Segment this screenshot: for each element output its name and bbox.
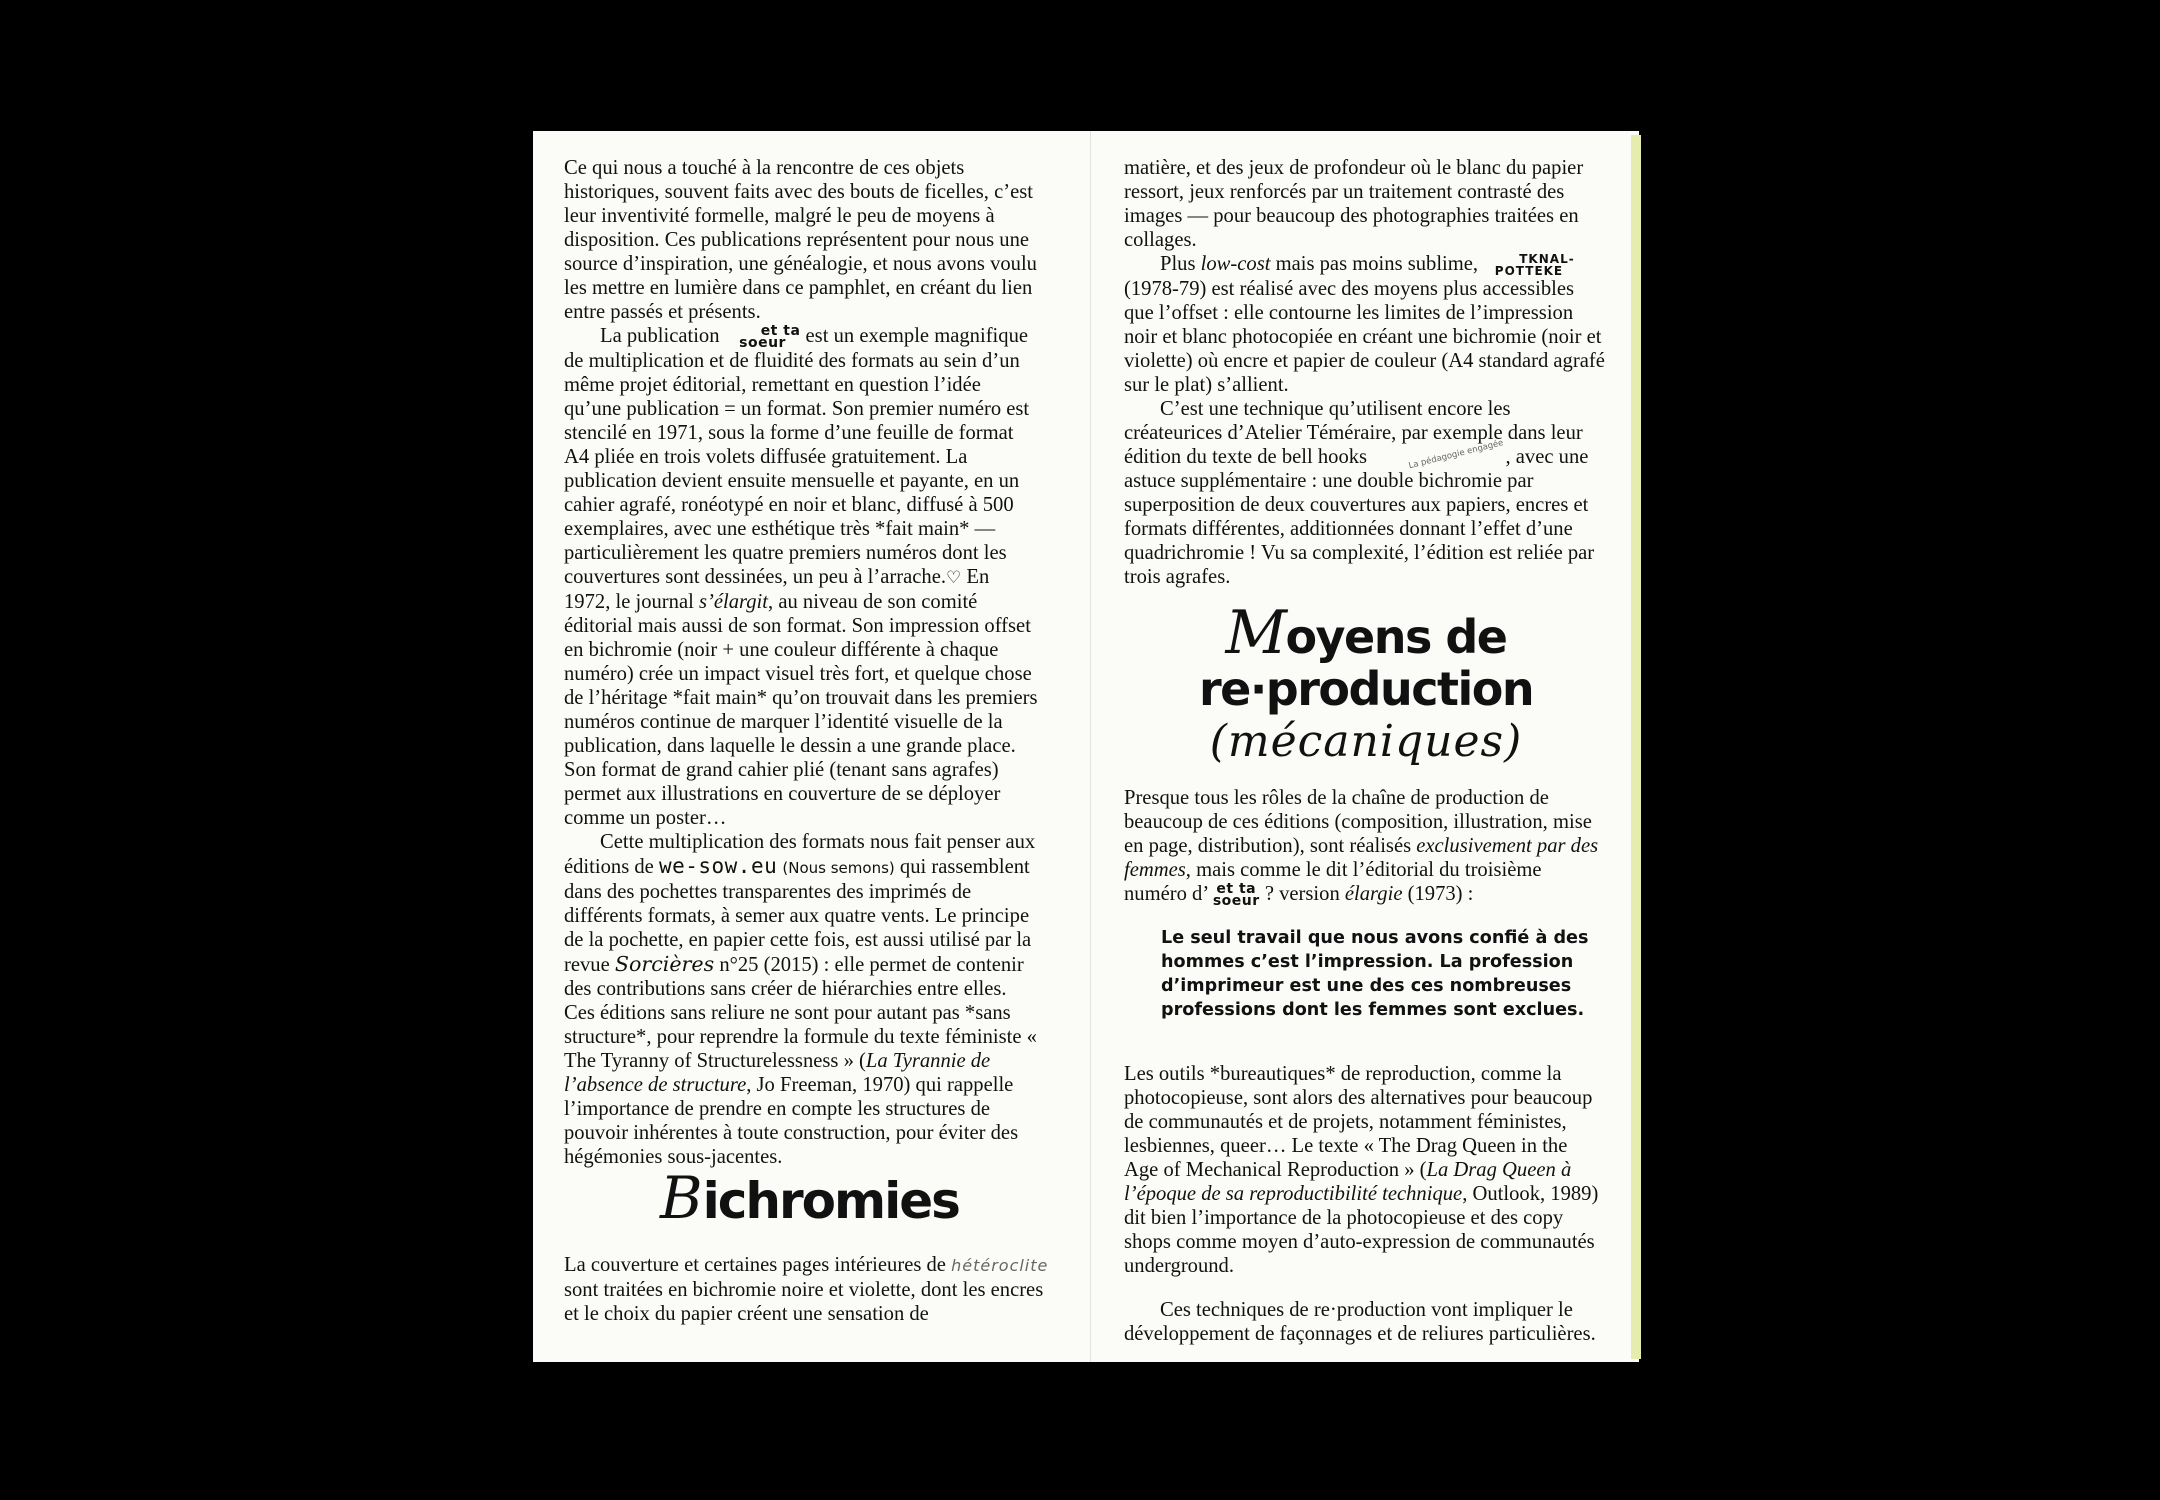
heading-line [1196, 598, 1536, 668]
logo-line: et ta [1216, 881, 1257, 898]
paragraph [1124, 1062, 1605, 1278]
heading-moyens-de-reproduction [1196, 598, 1536, 767]
text: mais pas moins sublime, [1270, 253, 1479, 275]
text: ? version [1264, 883, 1345, 905]
text: qui rassemblent dans des pochettes transparentes des imprimés de différents formats, à semer aux quatre vents. Le principe de la pochette, en papier cette fois, est aussi utilisé par la revue [564, 856, 1032, 977]
logo-line: et ta [760, 323, 801, 340]
emphasis: La Drag Queen à l’époque de sa reproductibilité technique [1124, 1158, 1572, 1205]
emphasis: La Tyrannie de l’absence de structure [564, 1050, 991, 1097]
et-ta-soeur-logo [1212, 881, 1260, 910]
et-ta-soeur-logo [725, 323, 801, 352]
text: La couverture et certaines pages intérieures de [564, 1254, 946, 1276]
text: , mais comme le dit l’éditorial du troisième numéro d’ [1124, 859, 1542, 905]
heteroclite-logo: hétéroclite [951, 1256, 1049, 1275]
text: C’est une technique qu’utilisent encore les créateurices d’Atelier Téméraire, par exemple dans leur édition du texte de bell hooks [1124, 398, 1583, 469]
heading-initial: B [660, 1164, 703, 1232]
paragraph [1124, 252, 1605, 397]
text: , avec une astuce supplémentaire : une double bichromie par superposition de deux couvertures aux papiers, encres et formats différentes, additionnées donnant l’effet d’une quadrichromie ! Vu sa complexité, l’édition est reliée par trois agrafes. [1124, 446, 1595, 589]
left-page-text [564, 156, 1039, 1169]
we-sow-logo: we-sow.eu [658, 854, 778, 879]
heart-icon: ♡ [945, 568, 962, 589]
text: La publication [600, 325, 720, 347]
emphasis: élargie [1344, 883, 1403, 905]
text: (1973) : [1402, 883, 1474, 905]
text: , au niveau de son comité éditorial mais aussi de son format. Son impression offset en bichromie (noir + une couleur différente à chaque numéro) crée un impact visuel très fort, et quelque chose de l’héritage *fait main* qu’on trouvait dans les premiers numéros continue de marquer l’identité visuelle de la publication, dans laquelle le dessin a une grande place. Son format de grand cahier plié (tenant sans agrafes) permet aux illustrations en couverture de se déployer comme un poster… [564, 591, 1038, 830]
emphasis: exclusivement par des femmes [1124, 835, 1599, 881]
emphasis: s’élargit [698, 591, 769, 614]
heading-bichromies [660, 1166, 960, 1230]
paragraph [564, 830, 1039, 1169]
we-sow-note: (Nous semons) [782, 859, 895, 878]
gutter [1090, 131, 1091, 1362]
logo-line: TKNAL- [1519, 252, 1575, 267]
text: , Jo Freeman, 1970) qui rappelle l’importance de prendre en compte les structures de pouvoir inhérentes à toute construction, pour éviter des hégémonies sous-jacentes. [564, 1074, 1019, 1169]
paragraph: matière, et des jeux de profondeur où le blanc du papier ressort, jeux renforcés par un traitement contrasté des images — pour beaucoup des photographies traitées en collages. [1124, 157, 1584, 251]
text: En 1972, le journal [564, 566, 990, 614]
paragraph [564, 324, 1039, 830]
text: , Outlook, 1989) dit bien l’importance de la photocopieuse et des copy shops comme moyen d’auto-expression de communautés underground. [1124, 1182, 1599, 1277]
text: n°25 (2015) : elle permet de contenir des contributions sans créer de hiérarchies entre elles. Ces éditions sans reliure ne sont pour autant pas *sans structure*, pour reprendre la formule du texte féministe « The Tyranny of Structurelessness » ( [564, 954, 1037, 1073]
text: Cette multiplication des formats nous fait penser aux éditions de [564, 831, 1036, 879]
emphasis: low-cost [1200, 253, 1271, 275]
text: est un exemple magnifique de multiplication et de fluidité des formats au sein d’un même projet éditorial, remettant en question l’idée qu’une publication = un format. Son premier numéro est stencilé en 1971, sous la forme d’une feuille de format A4 pliée en trois volets diffusée gratuitement. La publication devient ensuite mensuelle et payante, en un cahier agrafé, ronéotypé en noir et blanc, diffusé à 500 exemplaires, avec une esthétique très *fait main* — particulièrement les quatre premiers numéros dont les couvertures sont dessinées, un peu à l’arrache. [564, 325, 1030, 589]
right-page-text [1124, 156, 1605, 589]
page-edge [1631, 135, 1641, 1359]
paragraph [1124, 397, 1605, 589]
logo-line: POTTEKE [1494, 264, 1564, 279]
paragraph: Ces techniques de re·production vont impliquer le développement de façonnages et de reliures particulières. [1124, 1299, 1596, 1346]
heading-text: oyens de [1285, 610, 1507, 664]
pedagogie-engagee-logo: La pédagogie engagée [1407, 437, 1505, 471]
left-bottom-paragraph [564, 1253, 1049, 1326]
text: sont traitées en bichromie noire et violette, dont les encres et le choix du papier créent une sensation de [564, 1279, 1044, 1325]
paragraph: Ce qui nous a touché à la rencontre de ces objets historiques, souvent faits avec des bouts de ficelles, c’est leur inventivité formelle, malgré le peu de moyens à disposition. Ces publications représentent pour nous une source d’inspiration, une généalogie, et nous avons voulu les mettre en lumière dans ce pamphlet, en créant du lien entre passés et présents. [564, 157, 1037, 323]
text: Les outils *bureautiques* de reproduction, comme la photocopieuse, sont alors des alternatives pour beaucoup de communautés et de projets, notamment féministes, lesbiennes, queer… Le texte « The Drag Queen in the Age of Mechanical Reproduction » ( [1124, 1062, 1593, 1181]
block-quote: Le seul travail que nous avons confié à des hommes c’est l’impression. La profession d’imprimeur est une des ces nombreuses professions dont les femmes sont exclues. [1161, 928, 1589, 1020]
logo-line: soeur [1212, 893, 1260, 910]
text: Plus [1160, 253, 1201, 275]
text: (1978-79) est réalisé avec des moyens plus accessibles que l’offset : elle contourne les limites de l’impression noir et blanc photocopiée en créant une bichromie (noir et violette) où encre et papier de couleur (A4 standard agrafé sur le plat) s’allient. [1124, 278, 1605, 397]
tknal-potteke-logo [1483, 253, 1574, 277]
heading-initial: M [1225, 598, 1286, 668]
logo-line: soeur [739, 335, 786, 352]
right-middle-paragraph [1124, 786, 1605, 910]
heading-text: ichromies [702, 1172, 959, 1230]
heading-line: (mécaniques) [1209, 716, 1523, 767]
sorcieres-logo: Sorcières [614, 952, 715, 977]
right-bottom-text [1124, 1041, 1605, 1367]
heading-line: re·production [1198, 662, 1534, 716]
text: Presque tous les rôles de la chaîne de production de beaucoup de ces éditions (composition, illustration, mise en page, distribution), sont réalisés [1124, 787, 1592, 857]
